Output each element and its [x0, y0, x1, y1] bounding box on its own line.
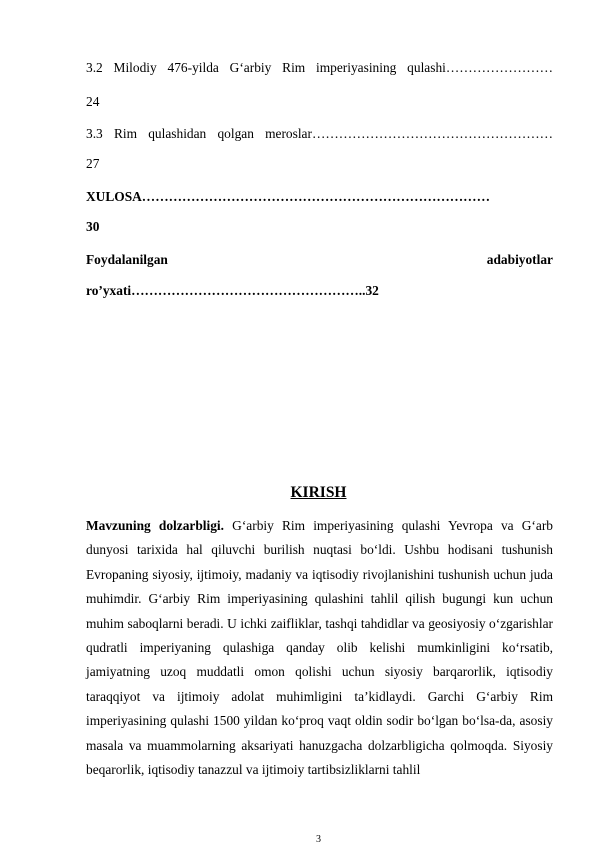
paragraph-body: G‘arbiy Rim imperiyasining qulashi Yevropa va G‘arb dunyosi tarixida hal qiluvchi burilish nuqtasi bo‘ldi. Ushbu hodisani tushunish Evropaning siyosiy, ijtimoiy, madaniy va iqtisodiy rivojlanishini tushunish uchun juda muhimdir. G‘arbiy Rim imperiyasining qulashini tahlil qilish bugungi kun uchun muhim saboqlarni beradi. U ichki zaifliklar, tashqi tahdidlar va geosiyosiy o‘zgarishlar qudratli imperiyaning qulashiga qanday olib kelishi mumkinligini ko‘rsatib, jamiyatning uzoq muddatli omon qolishi uchun siyosiy barqarorlik, iqtisodiy taraqqiyot va ijtimoiy adolat muhimligini ta’kidlaydi. Garchi G‘arbiy Rim imperiyasining qulashi 1500 yildan ko‘proq vaqt oldin sodir bo‘lgan bo‘lsa-da, asosiy masala va muammolarning aksariyati hanuzgacha dolzarbligicha qolmoqda. Siyosiy beqarorlik, iqtisodiy tanazzul va ijtimoiy tartibsizliklarni tahlil [86, 518, 553, 778]
toc-references-left: Foydalanilgan [86, 252, 168, 267]
toc-page-number: 30 [86, 219, 100, 234]
page-number: 3 [316, 834, 321, 845]
toc-entry-conclusion[interactable]: XULOSA…………………………………………………………………… [86, 189, 490, 204]
toc-references-right: adabiyotlar [486, 252, 553, 267]
toc-page-number: 27 [86, 156, 100, 171]
toc-entry-references[interactable] [86, 252, 553, 267]
toc-page-number: 24 [86, 94, 100, 109]
section-title: KIRISH [290, 484, 347, 501]
toc-entry-3-2[interactable]: 3.2 Milodiy 476-yilda G‘arbiy Rim imperiyasining qulashi…………………… [86, 60, 553, 75]
toc-entry-references-cont[interactable]: ro’yxati……………………………………………..32 [86, 283, 379, 298]
toc-entry-3-3[interactable]: 3.3 Rim qulashidan qolgan meroslar……………………………………………… [86, 126, 553, 141]
paragraph-lead: Mavzuning dolzarbligi. [86, 518, 224, 533]
intro-paragraph [86, 514, 553, 782]
